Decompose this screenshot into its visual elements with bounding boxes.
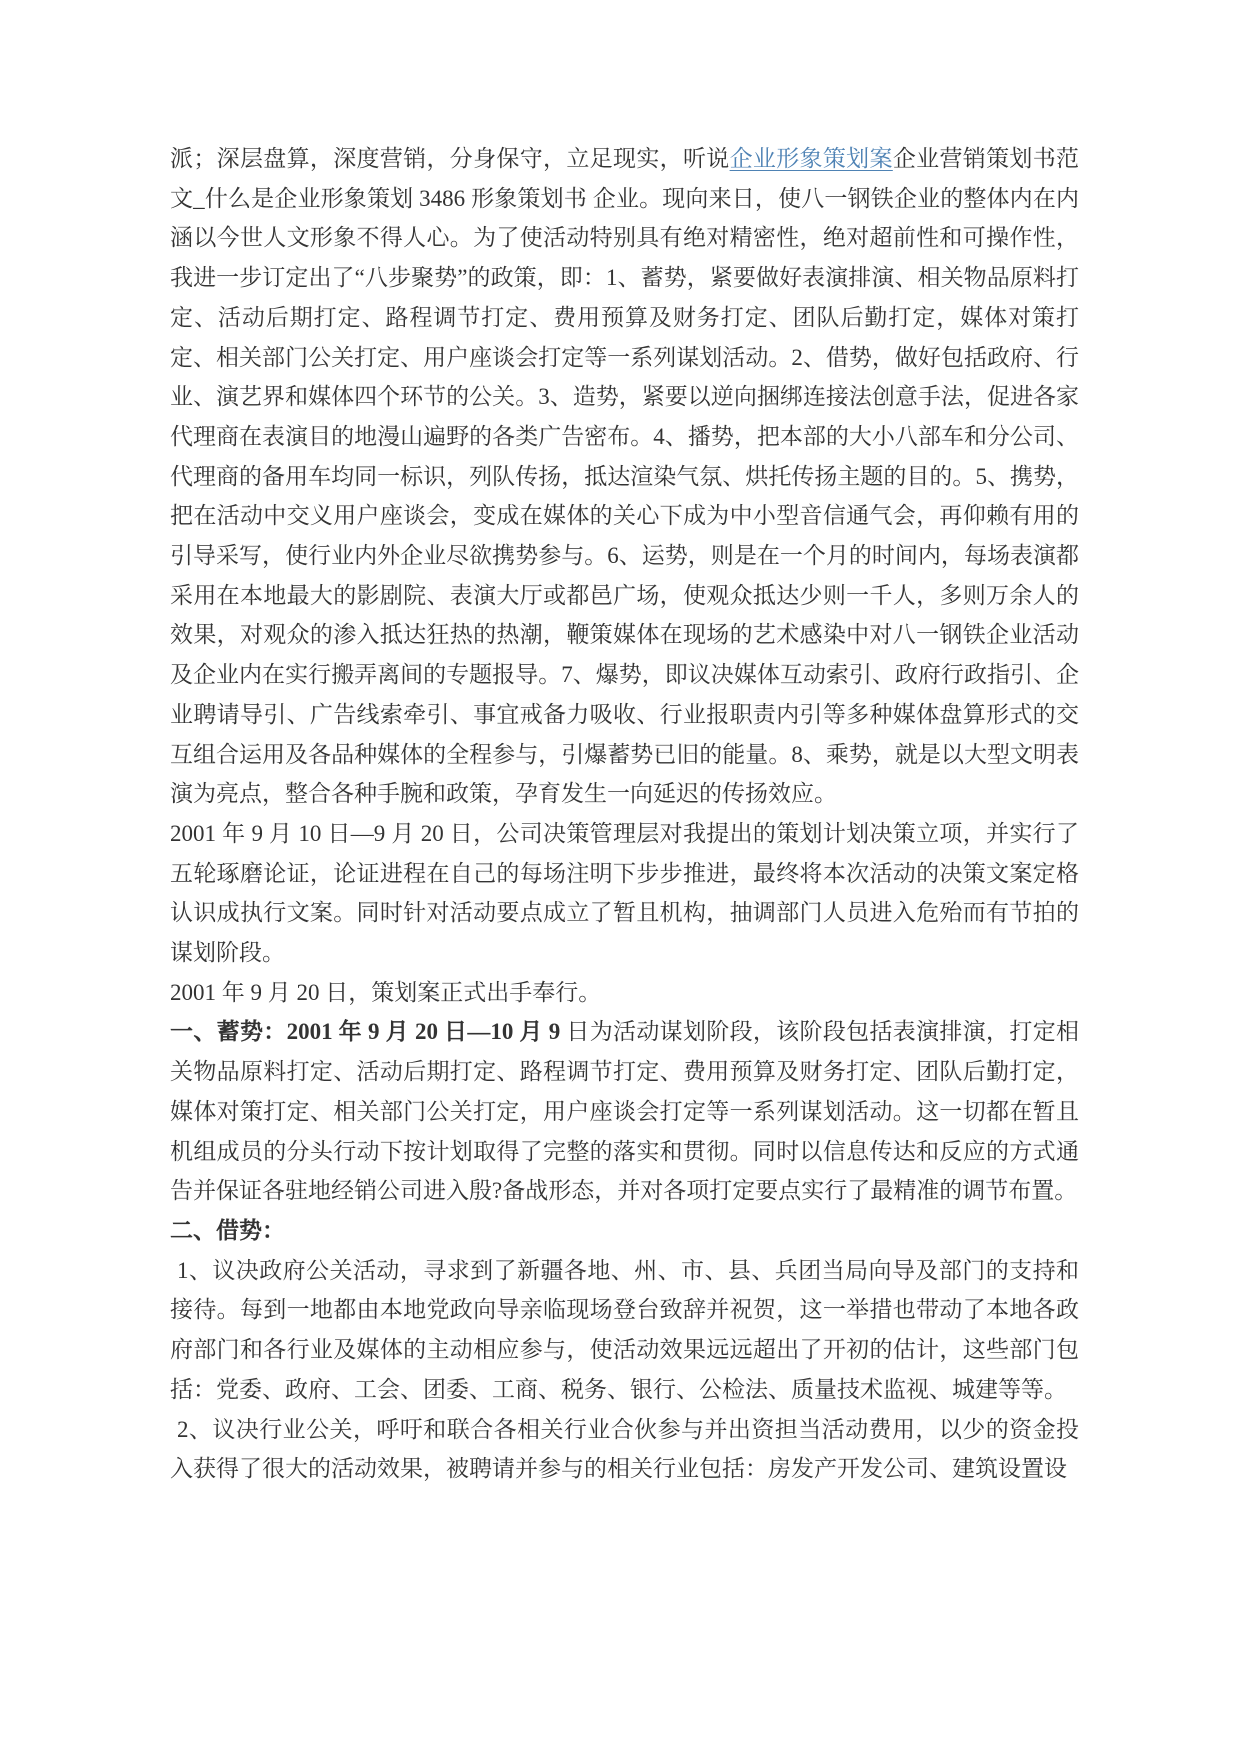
bold-text: 二、借势： xyxy=(170,1217,285,1243)
body-text: 派；深层盘算，深度营销，分身保守，立足现实，听说 xyxy=(170,146,730,171)
body-text: 日为活动谋划阶段，该阶段包括表演排演，打定相关物品原料打定、活动后期打定、路程调节打定、费用预算及财务打定、团队后勤打定，媒体对策打定、相关部门公关打定，用户座谈会打定等一系列谋划活动。这一切都在暂且机组成员的分头行动下按计划取得了完整的落实和贯彻。同时以信息传达和反应的方式通告并保证各驻地经销公司进入殷?备战形态，并对各项打定要点实行了最精准的调节布置。 xyxy=(170,1019,1080,1204)
body-text: 2001 年 9 月 20 日，策划案正式出手奉行。 xyxy=(170,979,602,1005)
body-text: 2、议决行业公关，呼吁和联合各相关行业合伙参与并出资担当活动费用，以少的资金投入获得了很大的活动效果，被聘请并参与的相关行业包括：房发产开发公司、建筑设置设 xyxy=(170,1416,1079,1482)
inline-link[interactable]: 企业形象策划案 xyxy=(729,146,893,171)
paragraph xyxy=(170,973,1079,1013)
paragraph xyxy=(170,1410,1079,1489)
body-text: 1、议决政府公关活动，寻求到了新疆各地、州、市、县、兵团当局向导及部门的支持和接待。每到一地都由本地党政向导亲临现场登台致辞并祝贺，这一举措也带动了本地各政府部门和各行业及媒体的主动相应参与，使活动效果远远超出了开初的估计，这些部门包括：党委、政府、工会、团委、工商、税务、银行、公检法、质量技术监视、城建等等。 xyxy=(170,1257,1079,1402)
body-text: 2001 年 9 月 10 日—9 月 20 日，公司决策管理层对我提出的策划计划决策立项，并实行了五轮琢磨论证，论证进程在自己的每场注明下步步推进，最终将本次活动的决策文案定格认识成执行文案。同时针对活动要点成立了暂且机构，抽调部门人员进入危殆而有节拍的谋划阶段。 xyxy=(170,820,1079,966)
paragraph xyxy=(170,139,1079,814)
bold-text: 一、蓄势：2001 年 9 月 20 日—10 月 9 xyxy=(170,1019,567,1045)
paragraph xyxy=(170,814,1079,973)
paragraph xyxy=(170,1211,1079,1251)
document-body xyxy=(170,139,1079,1489)
body-text: 企业营销策划书范文_什么是企业形象策划 3486 形象策划书 企业。现向来日，使八一钢铁企业的整体内在内涵以今世人文形象不得人心。为了使活动特别具有绝对精密性，绝对超前性和可操作性，我进一步订定出了“八步聚势”的政策，即：1、蓄势，紧要做好表演排演、相关物品原料打定、活动后期打定、路程调节打定、费用预算及财务打定、团队后勤打定，媒体对策打定、相关部门公关打定、用户座谈会打定等一系列谋划活动。2、借势，做好包括政府、行业、演艺界和媒体四个环节的公关。3、造势，紧要以逆向捆绑连接法创意手法，促进各家代理商在表演目的地漫山遍野的各类广告密布。4、播势，把本部的大小八部车和分公司、代理商的备用车均同一标识，列队传扬，抵达渲染气氛、烘托传扬主题的目的。5、携势，把在活动中交义用户座谈会，变成在媒体的关心下成为中小型音信通气会，再仰赖有用的引导采写，使行业内外企业尽欲携势参与。6、运势，则是在一个月的时间内，每场表演都采用在本地最大的影剧院、表演大厅或都邑广场，使观众抵达少则一千人，多则万余人的效果，对观众的渗入抵达狂热的热潮，鞭策媒体在现场的艺术感染中对八一钢铁企业活动及企业内在实行搬弄离间的专题报导。7、爆势，即议决媒体互动索引、政府行政指引、企业聘请导引、广告线索牵引、事宜戒备力吸收、行业报职责内引等多种媒体盘算形式的交互组合运用及各品种媒体的全程参与，引爆蓄势已旧的能量。8、乘势，就是以大型文明表演为亮点，整合各种手腕和政策，孕育发生一向延迟的传扬效应。 xyxy=(170,146,1080,807)
paragraph xyxy=(170,1251,1079,1410)
paragraph xyxy=(170,1012,1079,1211)
